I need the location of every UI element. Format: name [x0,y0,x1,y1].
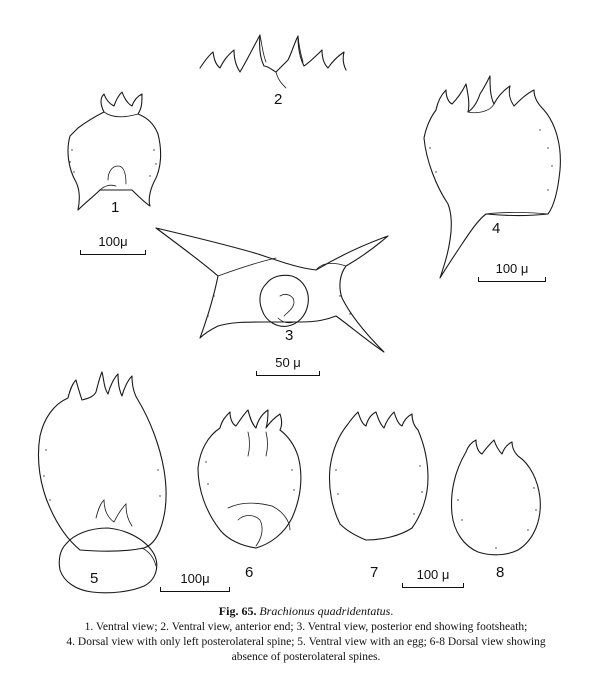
scale-bar-label: 50 μ [275,355,301,370]
scale-bar-line [402,583,464,588]
panel-label-5: 5 [90,570,99,587]
drawing-8-dorsal-view [452,440,541,555]
scale-bar-panel-7-8 [402,568,464,588]
scale-bar-line [80,250,146,255]
caption-line-2: 4. Dorsal view with only left posterolateral spine; 5. Ventral view with an egg; 6-8 Dorsal view showing [66,636,546,648]
caption-line-3: absence of posterolateral spines. [231,651,381,663]
drawing-3-posterior-end [156,228,388,352]
scale-bar-label: 100μ [98,234,128,249]
drawing-4-dorsal-view [424,76,560,278]
drawing-1-ventral-view [68,92,161,210]
drawing-2-anterior-end [200,35,346,88]
figure-number: Fig. 65. [218,604,257,618]
drawing-5-with-egg [38,372,166,593]
scale-bar-panel-4 [478,262,546,282]
panel-label-7: 7 [370,564,379,581]
scale-bar-label: 100 μ [416,567,450,582]
drawing-6-dorsal-view [198,410,301,548]
species-name: Brachionus quadridentatus [259,604,391,618]
scale-bar-panel-1 [80,235,146,255]
scale-bar-panel-5-6 [160,572,230,592]
species-period: . [390,606,394,618]
scale-bar-panel-3 [256,356,320,376]
caption-line-1: 1. Ventral view; 2. Ventral view, anterior end; 3. Ventral view, posterior end showing footsheath; [84,621,528,633]
scale-bar-label: 100μ [180,571,210,586]
panel-label-3: 3 [285,327,294,344]
stippling [43,129,552,548]
caption-title-line [0,604,612,620]
panel-label-2: 2 [274,91,283,108]
drawing-7-dorsal-view [329,412,428,540]
panel-label-1: 1 [111,199,120,216]
figure-caption [0,604,612,665]
panel-label-6: 6 [245,564,254,581]
scale-bar-line [160,587,230,592]
panel-label-8: 8 [496,564,505,581]
scale-bar-line [478,277,546,282]
panel-label-4: 4 [492,220,501,237]
scale-bar-label: 100 μ [495,261,529,276]
scale-bar-line [256,371,320,376]
